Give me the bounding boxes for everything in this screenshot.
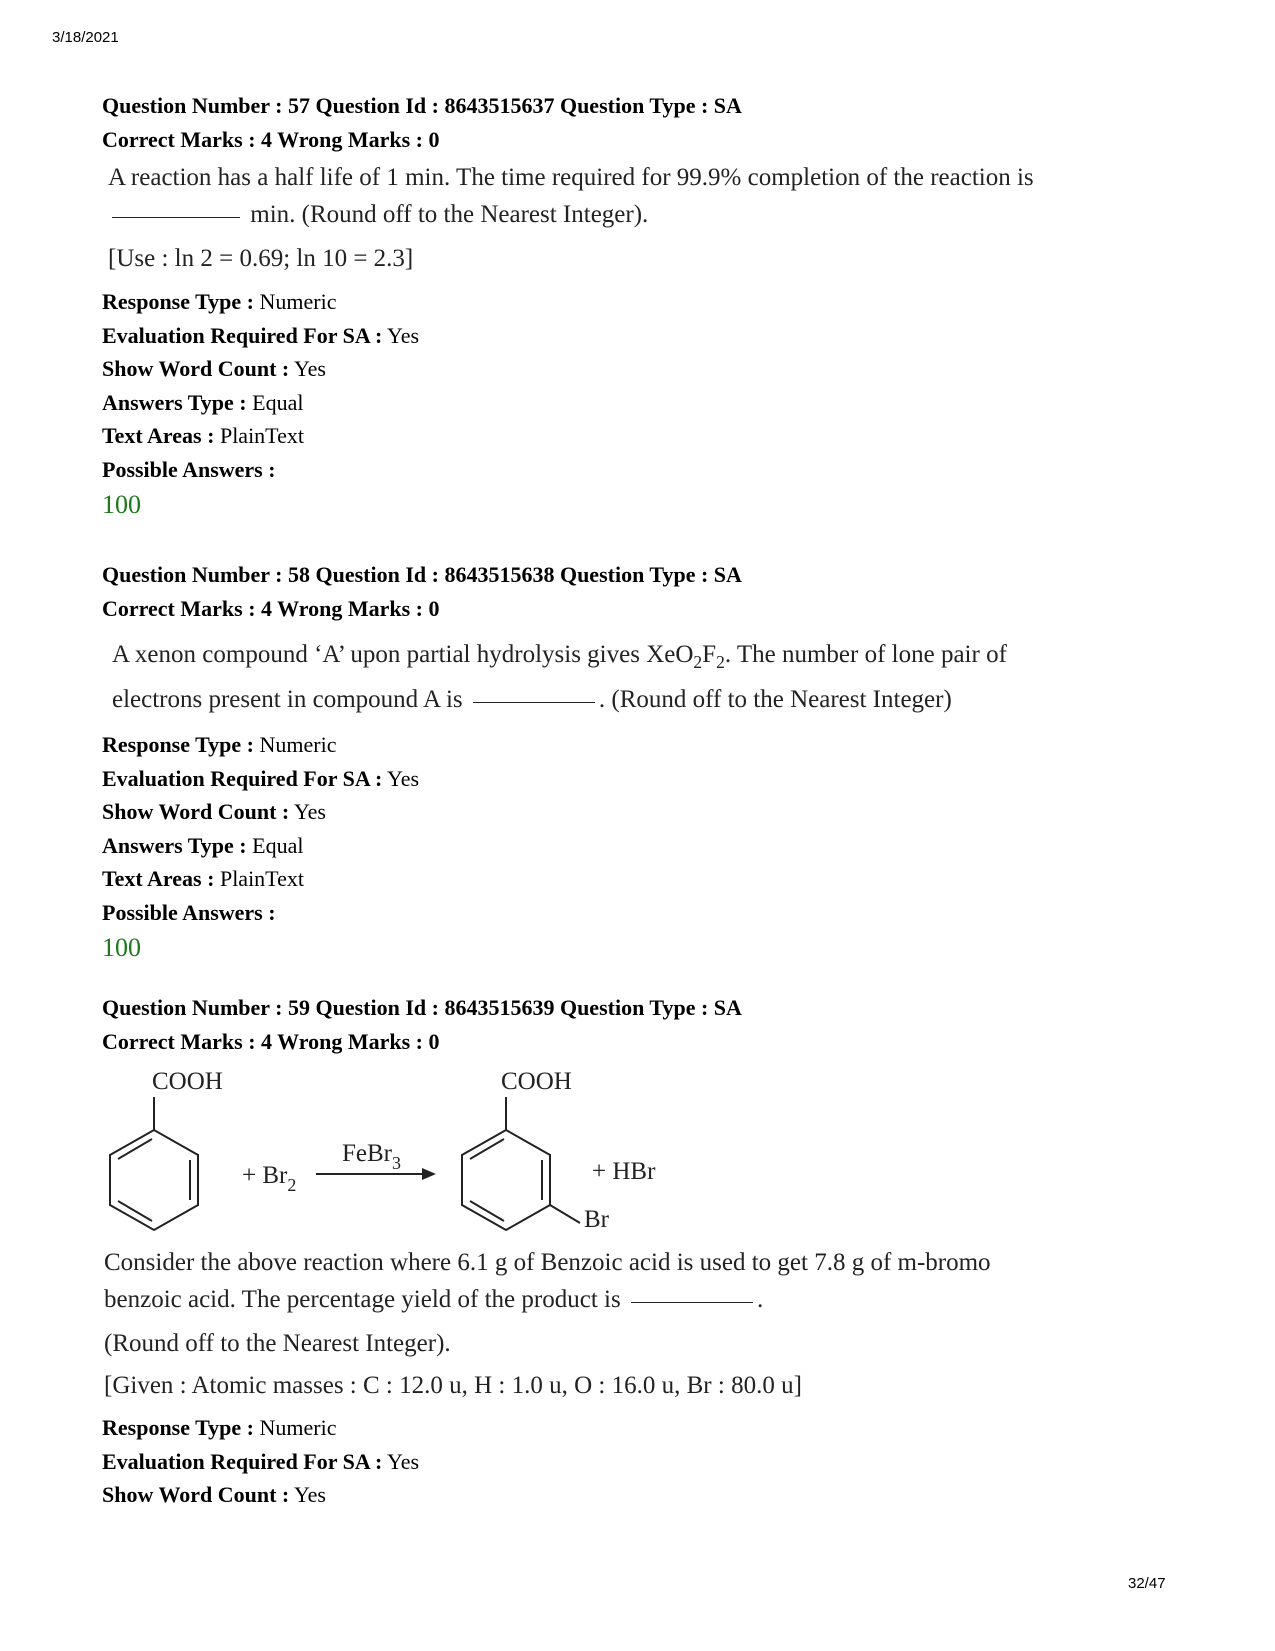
question-text: A reaction has a half life of 1 min. The time required for 99.9% completion of the reaction is	[108, 164, 1034, 191]
bromine-reagent: + $Br_2$	[242, 1162, 297, 1195]
question-header: Question Number : 59 Question Id : 8643515639 Question Type : SA	[102, 995, 742, 1020]
product-br-label: Br	[584, 1206, 609, 1233]
reactant-cooh-label: COOH	[152, 1068, 223, 1095]
question-58	[102, 558, 1202, 967]
response-type: Response Type : Numeric	[102, 732, 337, 757]
possible-answer: 100	[102, 490, 141, 519]
evaluation-required: Evaluation Required For SA : Yes	[102, 1448, 420, 1474]
possible-answers-label: Possible Answers :	[102, 899, 276, 925]
print-date: 3/18/2021	[52, 29, 119, 46]
question-hint: (Round off to the Nearest Integer).	[104, 1330, 451, 1357]
show-word-count: Show Word Count : Yes	[102, 799, 326, 824]
m-bromobenzoic-acid-structure	[462, 1068, 610, 1233]
question-meta	[102, 1411, 1202, 1512]
answers-type: Answers Type : Equal	[102, 832, 304, 858]
text-areas: Text Areas : PlainText	[102, 866, 304, 891]
answer-blank	[631, 1301, 753, 1303]
answers-type: Answers Type : Equal	[102, 389, 304, 415]
question-text: Consider the above reaction where 6.1 g of Benzoic acid is used to get 7.8 g of m-bromo	[104, 1249, 991, 1276]
show-word-count: Show Word Count : Yes	[102, 356, 326, 381]
question-meta	[102, 285, 1202, 524]
catalyst-label: FeBr$_3$	[342, 1140, 401, 1173]
show-word-count: Show Word Count : Yes	[102, 1482, 326, 1507]
question-text: min. (Round off to the Nearest Integer).	[108, 196, 1202, 233]
question-59-body	[102, 1244, 1202, 1512]
possible-answer: 100	[102, 933, 141, 962]
question-59	[102, 991, 1202, 1059]
given-data: [Given : Atomic masses : C : 12.0 u, H : 1.0 u, O : 16.0 u, Br : 80.0 u]	[104, 1372, 802, 1399]
marks-line: Correct Marks : 4 Wrong Marks : 0	[102, 596, 440, 621]
product-cooh-label: COOH	[501, 1068, 572, 1095]
text-areas: Text Areas : PlainText	[102, 423, 304, 448]
response-type: Response Type : Numeric	[102, 289, 337, 314]
hbr-byproduct: + HBr	[592, 1158, 656, 1185]
marks-line: Correct Marks : 4 Wrong Marks : 0	[102, 127, 440, 152]
question-text: A xenon compound ‘A’ upon partial hydrolysis gives $XeO_2F_2$. The number of lone pair of	[112, 641, 1007, 672]
answer-blank	[473, 701, 595, 703]
marks-line: Correct Marks : 4 Wrong Marks : 0	[102, 1029, 440, 1054]
question-hint: [Use : ln 2 = 0.69; ln 10 = 2.3]	[108, 245, 414, 272]
evaluation-required: Evaluation Required For SA : Yes	[102, 765, 420, 791]
possible-answers-label: Possible Answers :	[102, 456, 276, 482]
response-type: Response Type : Numeric	[102, 1415, 337, 1440]
question-meta	[102, 728, 1202, 967]
answer-blank	[112, 216, 240, 218]
question-header: Question Number : 58 Question Id : 8643515638 Question Type : SA	[102, 562, 742, 587]
question-57	[102, 89, 1202, 524]
reaction-arrow	[316, 1168, 436, 1180]
question-text: electrons present in compound A is . (Round off to the Nearest Integer)	[112, 686, 952, 713]
question-header: Question Number : 57 Question Id : 8643515637 Question Type : SA	[102, 93, 742, 118]
evaluation-required: Evaluation Required For SA : Yes	[102, 322, 420, 348]
page-number: 32/47	[1128, 1575, 1166, 1592]
question-text: benzoic acid. The percentage yield of the product is .	[104, 1286, 764, 1313]
benzoic-acid-structure	[110, 1068, 223, 1230]
